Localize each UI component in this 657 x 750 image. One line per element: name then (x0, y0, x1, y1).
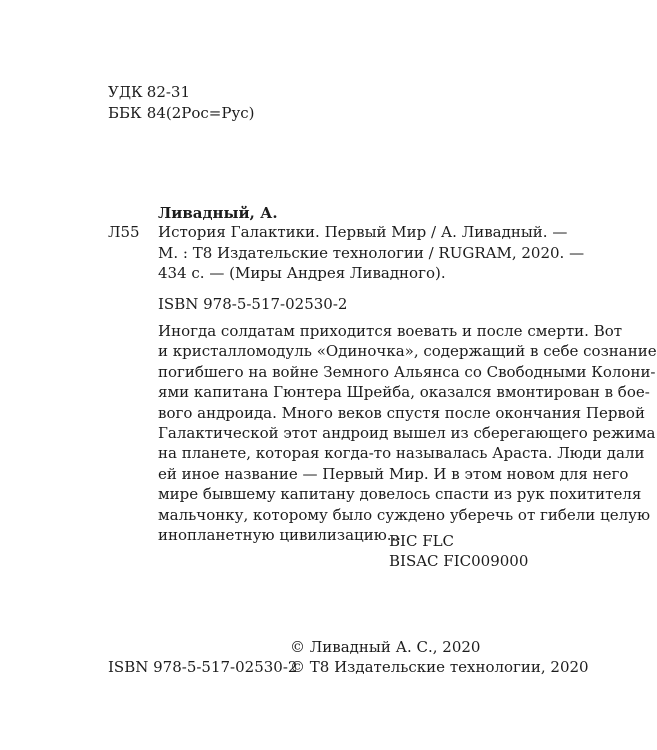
bibliographic-line: История Галактики. Первый Мир / А. Ливадный. — (158, 223, 568, 241)
annotation-line: ями капитана Гюнтера Шрейба, оказался вмонтирован в боe- (158, 383, 650, 402)
bbk-label: ББК (108, 104, 142, 122)
isbn-footer: ISBN 978-5-517-02530-2 (108, 658, 298, 676)
annotation-line: инопланетную цивилизацию... (158, 526, 402, 545)
udk-value: 82-31 (146, 83, 191, 101)
author-heading: Ливадный, А. (158, 204, 278, 222)
annotation-line: и кристалломодуль «Одиночка», содержащий в себе сознание (158, 342, 657, 361)
bibliographic-description (158, 222, 585, 284)
bbk-line (108, 103, 255, 123)
copyright-author: © Ливадный А. С., 2020 (290, 638, 481, 656)
annotation-line: погибшего на войне Земного Альянса со Свободными Колони- (158, 362, 656, 381)
udk-label: УДК (108, 83, 143, 101)
bic-code: BIC FLC (389, 532, 455, 550)
bbk-value: 84(2Рос=Рус) (146, 104, 255, 122)
bibliographic-line: 434 с. — (Миры Андрея Ливадного). (158, 264, 446, 282)
annotation-line: на планете, которая когда-то называлась Араста. Люди дали (158, 444, 645, 463)
annotation-line: Галактической этот андроид вышел из сберегающего режима (158, 424, 656, 443)
author-code: Л55 (108, 223, 140, 241)
annotation (158, 321, 657, 545)
copyright-publisher: © Т8 Издательские технологии, 2020 (290, 658, 589, 676)
annotation-line: вого андроида. Много веков спустя после окончания Первой (158, 403, 645, 422)
udk-line (108, 82, 190, 102)
bibliographic-line: М. : Т8 Издательские технологии / RUGRAM, 2020. — (158, 243, 585, 262)
annotation-line: мире бывшему капитану довелось спасти из рук похитителя (158, 485, 642, 504)
annotation-line: мальчонку, которому было суждено уберечь от гибели целую (158, 505, 651, 524)
bisac-code: BISAC FIC009000 (389, 552, 529, 570)
isbn-catalog: ISBN 978-5-517-02530-2 (158, 295, 348, 313)
annotation-line: Иногда солдатам приходится воевать и после смерти. Вот (158, 322, 623, 340)
annotation-line: ей иное название — Первый Мир. И в этом новом для него (158, 464, 629, 483)
